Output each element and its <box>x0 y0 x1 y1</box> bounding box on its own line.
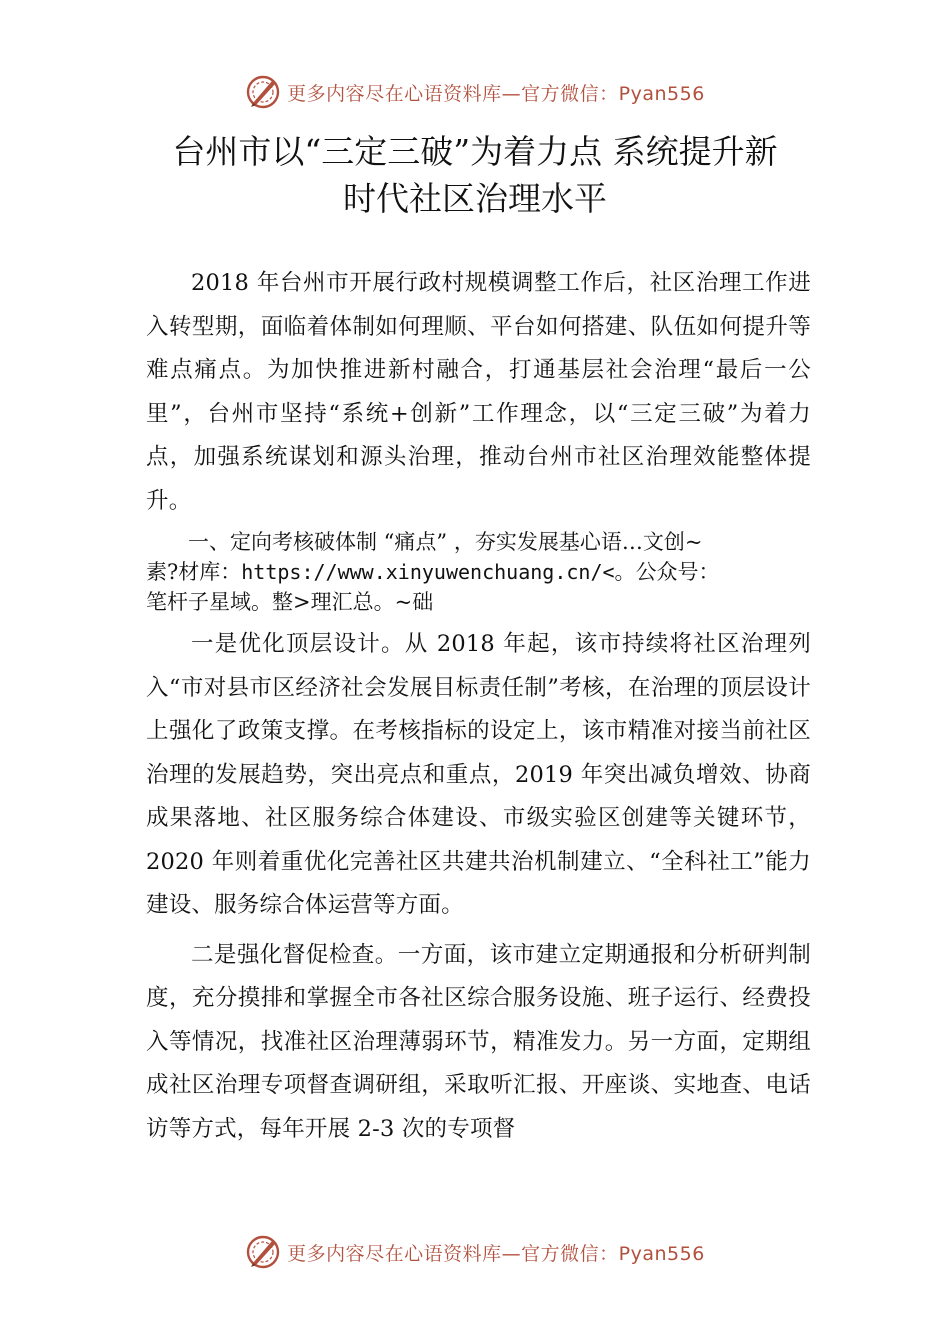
section-heading-line-3: 笔杆子星域。整>理汇总。~础 <box>146 590 434 614</box>
document-body <box>146 262 811 1151</box>
paragraph-1: 一是优化顶层设计。从 2018 年起，该市持续将社区治理列入“市对县市区经济社会发展目标责任制”考核，在治理的顶层设计上强化了政策支撑。在考核指标的设定上，该市精准对接当前社区治理的发展趋势，突出亮点和重点，2019 年突出减负增效、协商成果落地、社区服务综合体建设、市级实验区创建等关键环节，2020 年则着重优化完善社区共建共治机制建立、“全科社工”能力建设、服务综合体运营等方面。 <box>146 631 811 918</box>
footer-banner <box>0 1230 950 1274</box>
section-heading-line-2-a: 素?材库： <box>146 560 242 584</box>
section-heading-line-1: 一、定向考核破体制 “痛点” ，夯实发展基心语…文创~ <box>188 530 703 554</box>
watermark-url: https://www.xinyuwenchuang.cn/< <box>241 560 615 584</box>
section-heading-1 <box>146 527 811 617</box>
title-line-2: 时代社区治理水平 <box>343 179 607 218</box>
header-banner <box>0 70 950 114</box>
document-title <box>120 128 830 222</box>
pen-logo-icon <box>245 74 281 110</box>
banner-text: 更多内容尽在心语资料库—官方微信：Pyan556 <box>287 82 705 105</box>
pen-logo-icon <box>245 1234 281 1270</box>
title-line-1: 台州市以“三定三破”为着力点 系统提升新 <box>172 132 778 171</box>
section-heading-line-2-b: 。公众号： <box>614 560 720 584</box>
intro-paragraph: 2018 年台州市开展行政村规模调整工作后，社区治理工作进入转型期，面临着体制如何理顺、平台如何搭建、队伍如何提升等难点痛点。为加快推进新村融合，打通基层社会治理“最后一公里”，台州市坚持“系统+创新”工作理念，以“三定三破”为着力点，加强系统谋划和源头治理，推动台州市社区治理效能整体提升。 <box>146 270 811 514</box>
paragraph-2: 二是强化督促检查。一方面，该市建立定期通报和分析研判制度，充分摸排和掌握全市各社区综合服务设施、班子运行、经费投入等情况，找准社区治理薄弱环节，精准发力。另一方面，定期组成社区治理专项督查调研组，采取听汇报、开座谈、实地查、电话访等方式，每年开展 2-3 次的专项督 <box>146 941 811 1142</box>
section-heading-line-2 <box>146 557 811 587</box>
banner-text: 更多内容尽在心语资料库—官方微信：Pyan556 <box>287 1242 705 1265</box>
